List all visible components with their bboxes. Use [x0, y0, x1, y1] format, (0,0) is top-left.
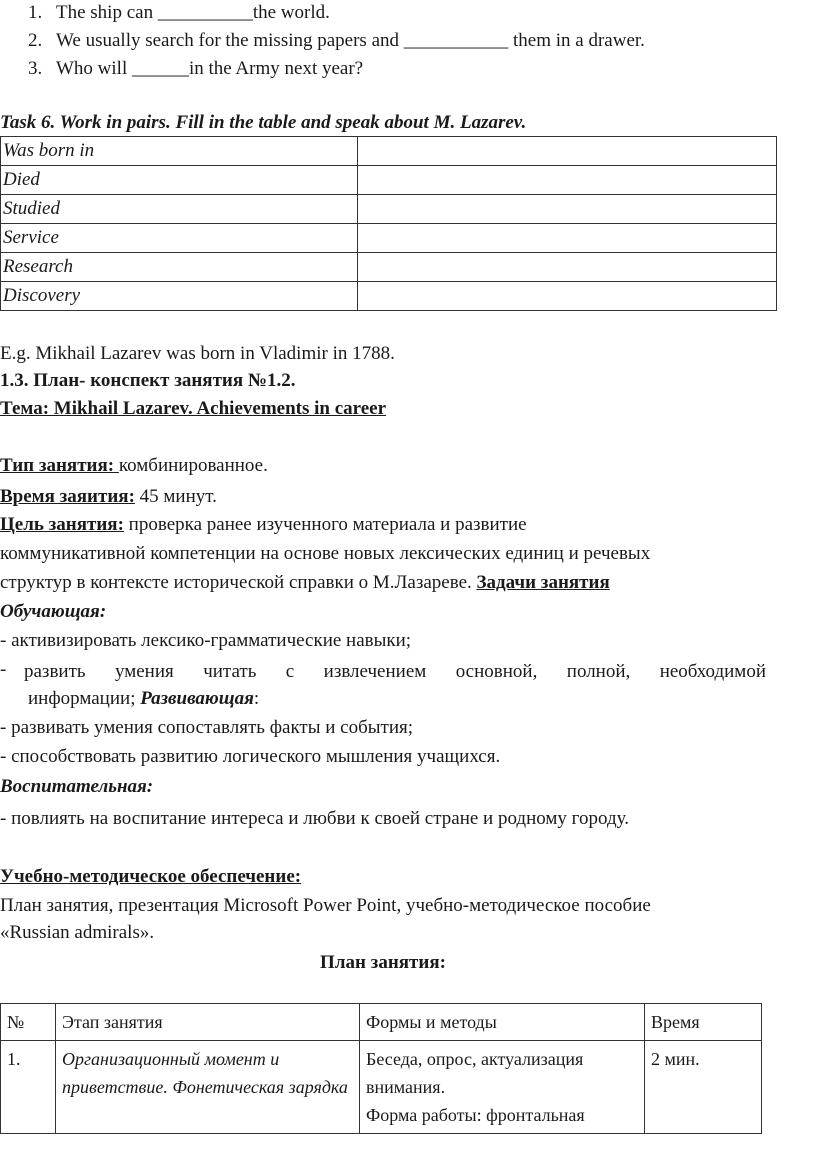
- plan-heading: 1.3. План- конспект занятия №1.2.: [0, 370, 296, 391]
- lazarev-facts-table: [0, 136, 777, 311]
- col-header-stage: Этап занятия: [56, 1004, 360, 1041]
- lesson-time-label: Время заяития:: [0, 486, 135, 507]
- lesson-goal-line2: коммуникативной компетенции на основе новых лексических единиц и речевых: [0, 543, 651, 564]
- task6-title: Task 6. Work in pairs. Fill in the table and speak about M. Lazarev.: [0, 112, 527, 133]
- col-header-time: Время: [645, 1004, 762, 1041]
- exercise-num: 3.: [28, 58, 43, 79]
- lesson-goal: [0, 512, 527, 538]
- table-header-row: [1, 1004, 762, 1041]
- exercise-item-2: [28, 28, 645, 54]
- lesson-goal-line3: [0, 570, 610, 596]
- fact-label: Discovery: [1, 282, 358, 311]
- fact-answer-cell[interactable]: [358, 195, 777, 224]
- upbringing-item-1: - повлиять на воспитание интереса и любви к своей стране и родному городу.: [0, 808, 629, 829]
- row-methods-line2: Форма работы: фронтальная: [366, 1105, 585, 1125]
- educational-item-1: - активизировать лексико-грамматические навыки;: [0, 630, 412, 651]
- fact-label: Died: [1, 166, 358, 195]
- plan-topic: Тема: Mikhail Lazarev. Achievements in career: [0, 398, 387, 419]
- exercise-text: Who will ______in the Army next year?: [56, 58, 364, 79]
- fact-label: Service: [1, 224, 358, 253]
- developing-label: Развивающая: [140, 688, 254, 709]
- fact-answer-cell[interactable]: [358, 166, 777, 195]
- row-stage: Организационный момент и приветствие. Фонетическая зарядка: [56, 1041, 360, 1134]
- support-line-1: План занятия, презентация Microsoft Power Point, учебно-методическое пособие: [0, 895, 651, 916]
- educational-label: Обучающая:: [0, 601, 107, 622]
- exercise-item-1: [28, 0, 330, 26]
- lesson-tasks-label: Задачи занятия: [476, 572, 610, 593]
- row-methods: [360, 1041, 645, 1134]
- upbringing-label: Воспитательная:: [0, 776, 154, 797]
- support-line-2: «Russian admirals».: [0, 922, 155, 943]
- lesson-goal-label: Цель занятия:: [0, 514, 124, 535]
- educational-item-2-line2: [28, 686, 259, 712]
- exercise-item-3: [28, 56, 363, 82]
- table-row: [1, 195, 777, 224]
- developing-item-2: - способствовать развитию логического мышления учащихся.: [0, 746, 501, 767]
- educational-item-2-dash: -: [0, 659, 7, 680]
- fact-answer-cell[interactable]: [358, 137, 777, 166]
- exercise-num: 2.: [28, 30, 43, 51]
- exercise-text: The ship can __________the world.: [56, 2, 330, 23]
- fact-label: Research: [1, 253, 358, 282]
- fact-label: Was born in: [1, 137, 358, 166]
- exercise-text: We usually search for the missing papers and ___________ them in a drawer.: [56, 30, 645, 51]
- educational-item-2-text: информации;: [28, 688, 141, 709]
- developing-item-1: - развивать умения сопоставлять факты и события;: [0, 717, 414, 738]
- support-label: Учебно-методическое обеспечение:: [0, 866, 302, 887]
- example-sentence: E.g. Mikhail Lazarev was born in Vladimir in 1788.: [0, 343, 395, 364]
- table-row: [1, 166, 777, 195]
- lesson-time-value: 45 минут.: [134, 486, 217, 507]
- educational-item-2-line1: развить умения читать с извлечением основной, полной, необходимой: [24, 661, 766, 682]
- table-row: [1, 224, 777, 253]
- fact-answer-cell[interactable]: [358, 253, 777, 282]
- plan-title: План занятия:: [320, 952, 446, 973]
- lesson-type-value: комбинированное.: [118, 455, 268, 476]
- lesson-type-label: Тип занятия:: [0, 455, 119, 476]
- lesson-goal-text: проверка ранее изученного материала и развитие: [123, 514, 527, 535]
- table-row: [1, 282, 777, 311]
- col-header-methods: Формы и методы: [360, 1004, 645, 1041]
- row-number: 1.: [1, 1041, 56, 1134]
- col-header-number: №: [1, 1004, 56, 1041]
- table-row: [1, 137, 777, 166]
- lesson-time: [0, 484, 217, 510]
- lesson-type: [0, 453, 268, 479]
- developing-colon: :: [253, 688, 260, 709]
- lesson-plan-table: [0, 1003, 762, 1134]
- fact-answer-cell[interactable]: [358, 224, 777, 253]
- row-time: 2 мин.: [645, 1041, 762, 1134]
- table-row: [1, 1041, 762, 1134]
- row-methods-line1: Беседа, опрос, актуализация внимания.: [366, 1049, 584, 1097]
- fact-label: Studied: [1, 195, 358, 224]
- table-row: [1, 253, 777, 282]
- fact-answer-cell[interactable]: [358, 282, 777, 311]
- lesson-goal-text: структур в контексте исторической справки о М.Лазареве.: [0, 572, 477, 593]
- exercise-num: 1.: [28, 2, 43, 23]
